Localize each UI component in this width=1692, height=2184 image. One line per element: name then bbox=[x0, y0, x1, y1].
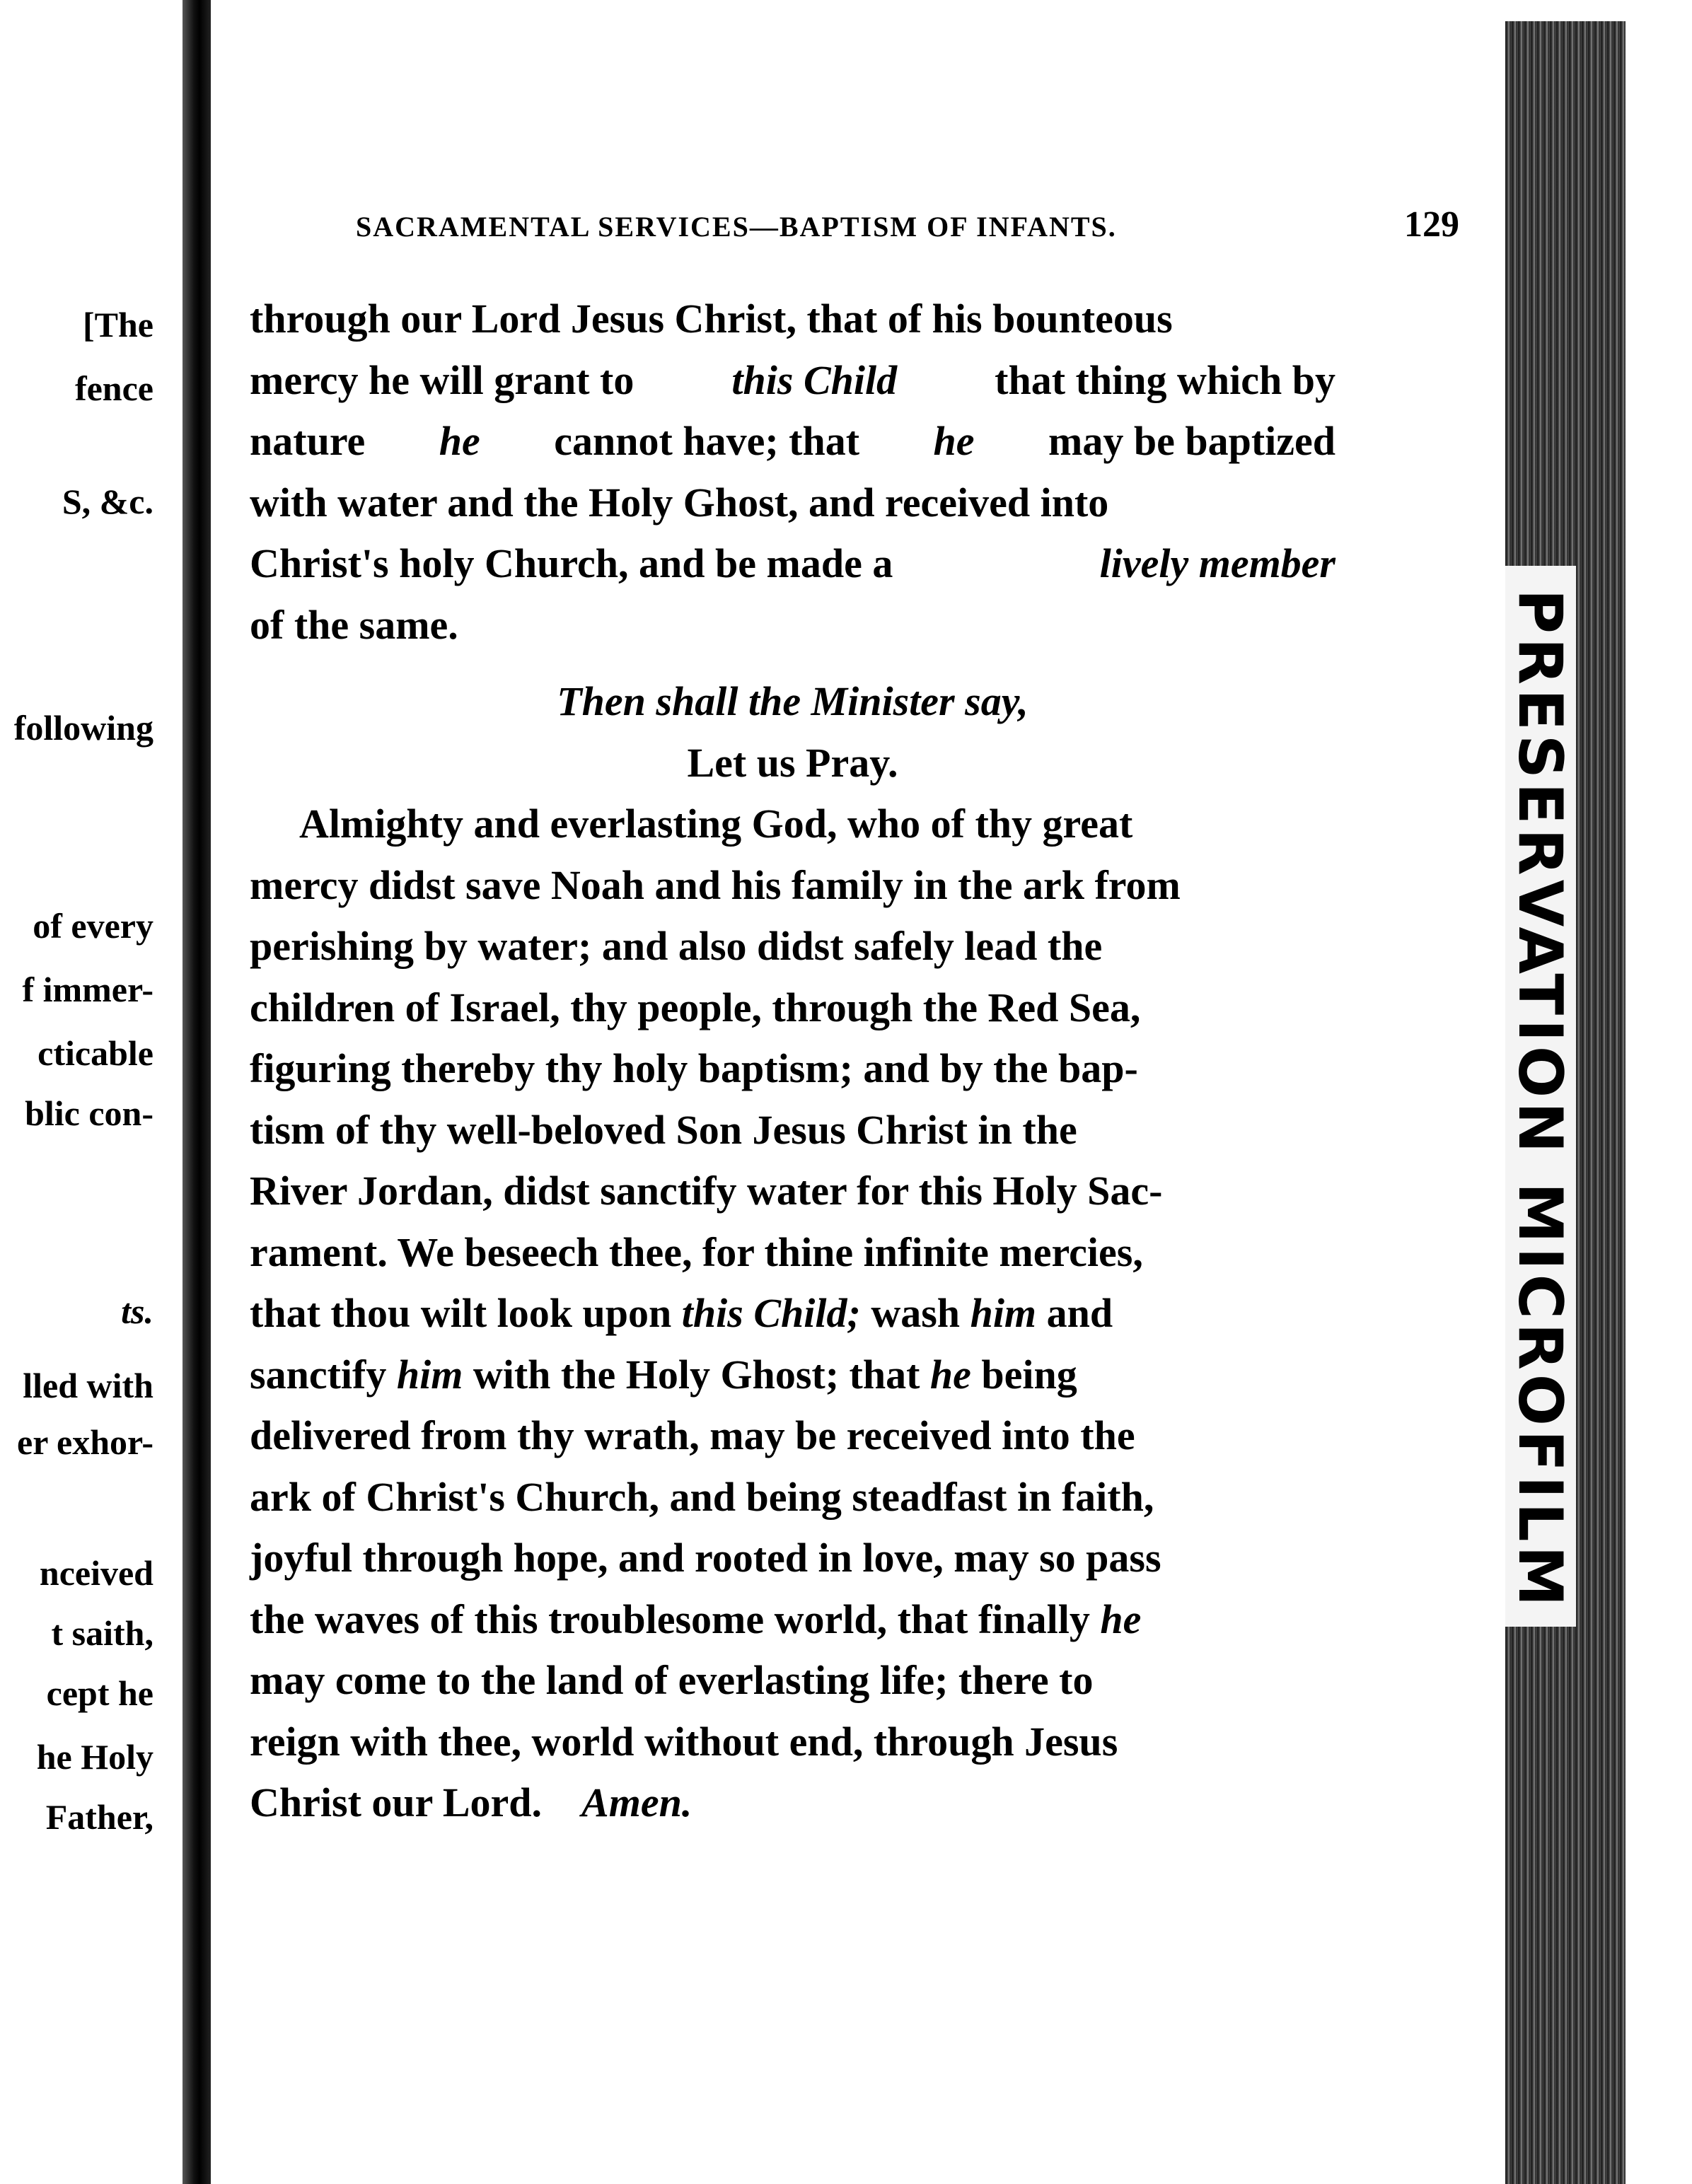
text-span: River Jordan, didst sanctify water for this Holy Sac- bbox=[250, 1168, 1163, 1214]
text-span: nature bbox=[250, 418, 366, 464]
running-head-title: SACRAMENTAL SERVICES—BAPTISM OF INFANTS. bbox=[356, 211, 1117, 243]
facing-page-line: cticable bbox=[37, 1033, 153, 1073]
microfilm-stamp bbox=[1507, 580, 1574, 1620]
text-span: tism of thy well-beloved Son Jesus Christ in the bbox=[250, 1106, 1077, 1153]
text-span bbox=[250, 1283, 1113, 1344]
text-span: that thing which by bbox=[995, 356, 1335, 403]
text-line bbox=[250, 1038, 1335, 1100]
text-line bbox=[250, 595, 1335, 656]
text-line bbox=[250, 977, 1335, 1039]
facing-page-line: fence bbox=[74, 368, 153, 408]
text-line bbox=[250, 1283, 1335, 1344]
facing-page-line: cept he bbox=[46, 1673, 153, 1713]
text-span: Almighty and everlasting God, who of thy great bbox=[299, 801, 1133, 847]
text-span: rament. We beseech thee, for thine infinite mercies, bbox=[250, 1228, 1143, 1275]
text-line bbox=[250, 1100, 1335, 1161]
text-span: may come to the land of everlasting life; there to bbox=[250, 1657, 1094, 1703]
facing-page-line: he Holy bbox=[36, 1737, 153, 1777]
text-span: that thou wilt look upon bbox=[250, 1290, 682, 1336]
facing-page-line: nceived bbox=[39, 1553, 153, 1593]
text-line bbox=[250, 1712, 1335, 1773]
text-span: Christ's holy Church, and be made a bbox=[250, 540, 893, 586]
italic-span: he bbox=[933, 418, 975, 464]
text-span bbox=[250, 1344, 1077, 1406]
text-span: children of Israel, thy people, through the Red Sea, bbox=[250, 984, 1141, 1030]
text-line bbox=[250, 1772, 1335, 1834]
text-line bbox=[250, 533, 1335, 595]
text-line bbox=[250, 1589, 1335, 1651]
text-span: ark of Christ's Church, and being steadfast in faith, bbox=[250, 1473, 1154, 1520]
text-line bbox=[250, 794, 1335, 855]
text-line bbox=[250, 1405, 1335, 1467]
facing-page-line: f immer- bbox=[22, 970, 153, 1009]
facing-page-line: t saith, bbox=[51, 1613, 153, 1653]
prayer-heading: Let us Pray. bbox=[687, 739, 898, 786]
text-span: figuring thereby thy holy baptism; and by the bap- bbox=[250, 1045, 1138, 1091]
text-line bbox=[250, 289, 1335, 350]
text-span: may be baptized bbox=[1048, 418, 1335, 464]
facing-page-fragment bbox=[0, 0, 187, 2184]
microfilm-stamp-text: PRESERVATION MICROFILM bbox=[1505, 588, 1576, 1611]
text-line bbox=[250, 1344, 1335, 1406]
text-span: with the Holy Ghost; that bbox=[463, 1351, 930, 1398]
text-line bbox=[250, 1161, 1335, 1222]
rubric: Then shall the Minister say, bbox=[557, 678, 1028, 724]
text-span: perishing by water; and also didst safely lead the bbox=[250, 923, 1103, 969]
book-page bbox=[211, 0, 1505, 2184]
italic-span: this Child bbox=[731, 356, 898, 403]
italic-span: him bbox=[970, 1290, 1037, 1336]
italic-span: he bbox=[439, 418, 480, 464]
book-gutter bbox=[182, 0, 211, 2184]
facing-page-line: lled with bbox=[23, 1366, 153, 1405]
text-span: mercy didst save Noah and his family in the ark from bbox=[250, 861, 1181, 908]
italic-span: him bbox=[396, 1351, 463, 1398]
text-span: through our Lord Jesus Christ, that of his bounteous bbox=[250, 296, 1173, 342]
text-line bbox=[250, 1467, 1335, 1528]
text-line bbox=[250, 916, 1335, 977]
text-span: sanctify bbox=[250, 1351, 397, 1398]
text-line bbox=[250, 1528, 1335, 1589]
text-span: with water and the Holy Ghost, and received into bbox=[250, 479, 1109, 525]
text-span: wash bbox=[860, 1290, 970, 1336]
facing-page-line: blic con- bbox=[25, 1093, 153, 1133]
facing-page-line: ts. bbox=[121, 1291, 153, 1331]
text-span: reign with thee, world without end, through Jesus bbox=[250, 1718, 1118, 1765]
page-body bbox=[250, 289, 1335, 1834]
italic-span: Amen. bbox=[581, 1779, 693, 1825]
facing-page-line: of every bbox=[33, 906, 153, 946]
italic-span: he bbox=[1100, 1596, 1142, 1642]
text-span: being bbox=[970, 1351, 1077, 1398]
facing-page-line: S, &c. bbox=[62, 482, 153, 521]
text-span bbox=[250, 1589, 1141, 1651]
text-span: the waves of this troublesome world, that finally bbox=[250, 1596, 1101, 1642]
facing-page-line: Father, bbox=[45, 1797, 153, 1837]
text-line bbox=[250, 855, 1335, 917]
text-span: and bbox=[1036, 1290, 1113, 1336]
italic-span: he bbox=[929, 1351, 971, 1398]
facing-page-line: [The bbox=[83, 305, 153, 344]
text-line bbox=[250, 472, 1335, 534]
italic-span: lively member bbox=[1099, 540, 1335, 586]
text-span: mercy he will grant to bbox=[250, 356, 634, 403]
text-line bbox=[250, 1222, 1335, 1284]
text-span: delivered from thy wrath, may be received into the bbox=[250, 1412, 1135, 1458]
text-line bbox=[250, 1650, 1335, 1712]
text-line bbox=[250, 350, 1335, 412]
text-span: Christ our Lord. bbox=[250, 1779, 543, 1825]
text-span: joyful through hope, and rooted in love, may so pass bbox=[250, 1535, 1161, 1581]
text-span: cannot have; that bbox=[554, 418, 860, 464]
facing-page-line: following bbox=[13, 708, 153, 748]
running-head bbox=[356, 204, 1459, 245]
text-line bbox=[250, 411, 1335, 472]
page-number: 129 bbox=[1404, 204, 1459, 245]
facing-page-line: er exhor- bbox=[17, 1422, 153, 1462]
text-span: of the same. bbox=[250, 601, 458, 648]
italic-span: this Child; bbox=[681, 1290, 861, 1336]
